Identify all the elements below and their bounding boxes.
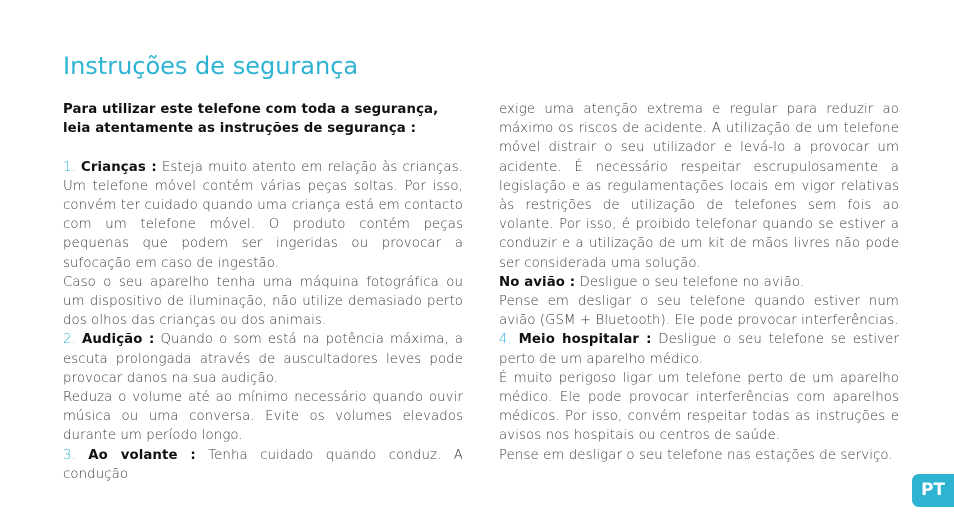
section-hearing <box>63 330 463 388</box>
section-label: Crianças : <box>80 159 157 175</box>
section-airplane <box>499 273 899 292</box>
section-children <box>63 158 463 273</box>
section-children-paragraph: Caso o seu aparelho tenha uma máquina fotográfica ou um dispositivo de iluminação, não utilize demasiado perto dos olhos das crianças ou dos animais. <box>63 274 463 329</box>
section-airplane-paragraph: Pense em desligar o seu telefone quando estiver num avião (GSM + Bluetooth). Ele pode provocar interferências. <box>499 294 899 329</box>
section-label: Ao volante : <box>88 447 196 463</box>
section-hospital-paragraph: É muito perigoso ligar um telefone perto de um aparelho médico. Ele pode provocar interferências com aparelhos médicos. Por isso, convém respeitar todas as instruções e avisos nos hospitais ou centros de saúde. <box>499 370 899 444</box>
spacer <box>63 138 463 157</box>
section-hospital <box>499 330 899 368</box>
page-title: Instruções de segurança <box>63 52 359 80</box>
section-label: Audição : <box>81 332 155 348</box>
right-column <box>499 100 899 465</box>
section-number: 4. <box>499 332 512 348</box>
section-text: Quando o som está na potência máxima, a escuta prolongada através de auscultadores leves pode provocar danos na sua audição. <box>63 332 464 386</box>
section-label: No avião : <box>499 274 576 290</box>
section-text: Tenha cuidado quando conduz. A condução <box>63 447 464 482</box>
section-text: Desligue o seu telefone se estiver perto de um aparelho médico. <box>499 332 900 367</box>
section-text: Esteja muito atento em relação às crianças. Um telefone móvel contém várias peças soltas. Por isso, convém ter cuidado quando uma criança está em contacto com um telefone móvel. O produto contém peças pequenas que podem ser ingeridas ou provocar a sufocação em caso de ingestão. <box>63 159 464 271</box>
section-driving <box>63 446 463 484</box>
section-hospital-paragraph: Pense em desligar o seu telefone nas estações de serviço. <box>499 447 893 463</box>
section-driving-continued: exige uma atenção extrema e regular para reduzir ao máximo os riscos de acidente. A utilização de um telefone móvel distrair o seu utilizador e levá-lo a provocar um acidente. É necessário respeitar escrupulosamente a legislação e as regulamentações locais em vigor relativas às restrições de utilização de telefones sem fois ao volante. Por isso, é proibido telefonar quando se estiver a conduzir e a utilização de um kit de mãos livres não pode ser considerada uma solução. <box>499 102 899 271</box>
section-number: 3. <box>63 447 76 463</box>
section-hearing-paragraph: Reduza o volume até ao mínimo necessário quando ouvir música ou uma conversa. Evite os volumes elevados durante um período longo. <box>63 390 463 444</box>
section-text: Desligue o seu telefone no avião. <box>579 274 805 290</box>
left-column <box>63 100 463 484</box>
intro-text: Para utilizar este telefone com toda a segurança, leia atentamente as instruções de segurança : <box>63 102 439 137</box>
language-badge: PT <box>912 474 954 507</box>
section-number: 1. <box>63 159 76 175</box>
section-label: Meio hospitalar : <box>518 332 652 348</box>
section-number: 2. <box>63 332 76 348</box>
